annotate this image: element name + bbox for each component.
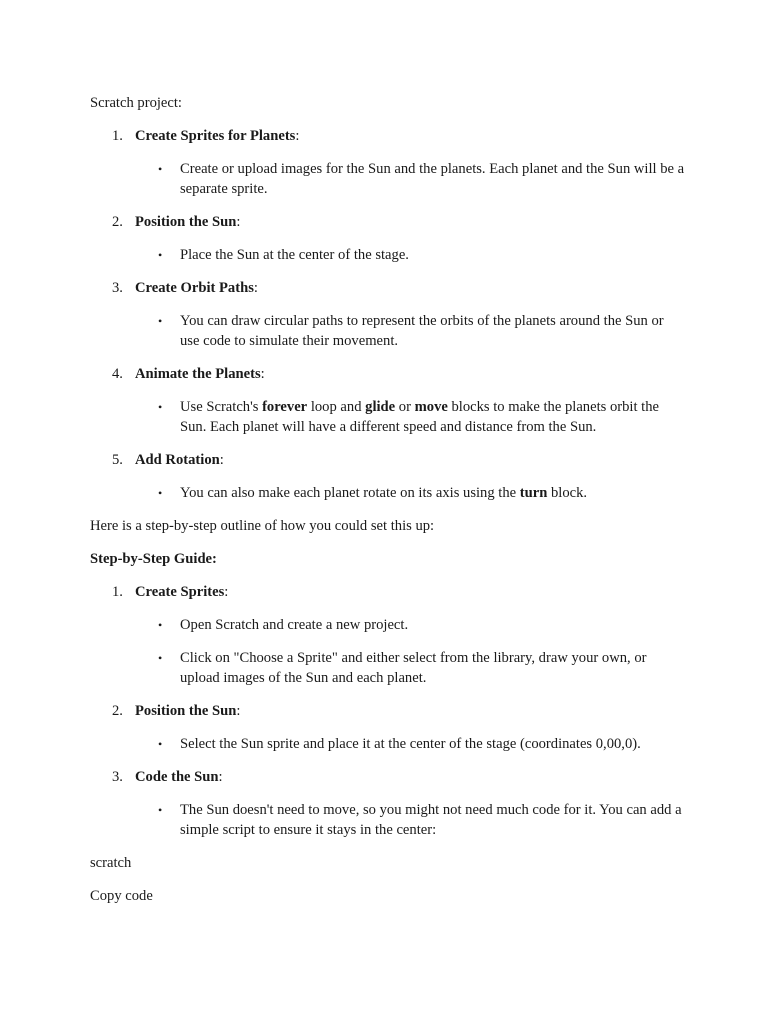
bullet-icon: • xyxy=(158,486,163,500)
bullet-text: You can draw circular paths to represent the orbits of the planets around the Sun or use code to simulate their movement. xyxy=(180,313,664,349)
item-title: Create Orbit Paths xyxy=(135,280,254,296)
bullet-text: block. xyxy=(547,485,588,501)
item-number: 1. xyxy=(112,584,123,600)
bullet-text: Select the Sun sprite and place it at the center of the stage (coordinates 0,00,0). xyxy=(180,736,641,752)
bullet-icon: • xyxy=(158,162,163,176)
item-number: 4. xyxy=(112,366,123,382)
outline-text: Here is a step-by-step outline of how you could set this up: xyxy=(90,518,435,534)
bullet-icon: • xyxy=(158,314,163,328)
bold-text: turn xyxy=(519,485,548,501)
item-title: Animate the Planets xyxy=(135,366,261,382)
numbered-item xyxy=(90,582,690,602)
item-title: Add Rotation xyxy=(135,452,220,468)
bullet-icon: • xyxy=(158,651,163,665)
guide-heading: Step-by-Step Guide: xyxy=(90,551,217,567)
numbered-item xyxy=(90,278,690,298)
item-title: Position the Sun xyxy=(135,703,237,719)
bold-text: glide xyxy=(365,399,396,415)
bullet-item xyxy=(90,615,685,635)
item-title-suffix: : xyxy=(236,214,241,230)
project-steps-list xyxy=(90,126,690,503)
code-language-label: scratch xyxy=(90,855,132,871)
item-number: 3. xyxy=(112,769,123,785)
bullet-text: loop and xyxy=(307,399,366,415)
bullet-item xyxy=(90,483,685,503)
intro-text: Scratch project: xyxy=(90,95,182,111)
bullet-text: The Sun doesn't need to move, so you might not need much code for it. You can add a simple script to ensure it stays in the center: xyxy=(180,802,682,838)
bullet-text: You can also make each planet rotate on its axis using the xyxy=(180,485,520,501)
numbered-item xyxy=(90,126,690,146)
bullet-icon: • xyxy=(158,803,163,817)
bullet-text: Create or upload images for the Sun and the planets. Each planet and the Sun will be a separate sprite. xyxy=(180,161,685,197)
bullet-text: Open Scratch and create a new project. xyxy=(180,617,409,633)
item-number: 1. xyxy=(112,128,123,144)
numbered-item xyxy=(90,450,690,470)
numbered-item xyxy=(90,767,690,787)
document-page xyxy=(90,93,690,919)
bullet-item xyxy=(90,734,685,754)
item-number: 2. xyxy=(112,214,123,230)
item-title: Position the Sun xyxy=(135,214,237,230)
item-title-suffix: : xyxy=(253,280,258,296)
bullet-item xyxy=(90,800,685,840)
item-number: 3. xyxy=(112,280,123,296)
item-title-suffix: : xyxy=(219,452,224,468)
item-title-suffix: : xyxy=(236,703,241,719)
numbered-item xyxy=(90,364,690,384)
bullet-icon: • xyxy=(158,400,163,414)
bold-text: move xyxy=(414,399,448,415)
bullet-text: blocks to make the planets orbit the Sun. Each planet will have a different speed and distance from the Sun. xyxy=(180,399,659,435)
bullet-item xyxy=(90,311,685,351)
bullet-item xyxy=(90,245,685,265)
bullet-icon: • xyxy=(158,737,163,751)
guide-heading-line xyxy=(90,549,690,569)
bullet-text: Use Scratch's xyxy=(180,399,263,415)
bold-text: forever xyxy=(262,399,308,415)
bullet-text: or xyxy=(395,399,415,415)
bullet-icon: • xyxy=(158,618,163,632)
item-number: 2. xyxy=(112,703,123,719)
bullet-text: Click on "Choose a Sprite" and either select from the library, draw your own, or upload images of the Sun and each planet. xyxy=(180,650,647,686)
numbered-item xyxy=(90,212,690,232)
bullet-item xyxy=(90,159,685,199)
bullet-icon: • xyxy=(158,248,163,262)
item-title-suffix: : xyxy=(218,769,223,785)
item-title: Create Sprites for Planets xyxy=(135,128,296,144)
item-title-suffix: : xyxy=(224,584,229,600)
item-title-suffix: : xyxy=(260,366,265,382)
item-title: Create Sprites xyxy=(135,584,225,600)
numbered-item xyxy=(90,701,690,721)
bullet-item xyxy=(90,397,685,437)
item-title: Code the Sun xyxy=(135,769,219,785)
guide-steps-list xyxy=(90,582,690,840)
item-title-suffix: : xyxy=(295,128,300,144)
bullet-text: Place the Sun at the center of the stage. xyxy=(180,247,409,263)
item-number: 5. xyxy=(112,452,123,468)
copy-code-button[interactable]: Copy code xyxy=(90,888,153,904)
bullet-item xyxy=(90,648,685,688)
